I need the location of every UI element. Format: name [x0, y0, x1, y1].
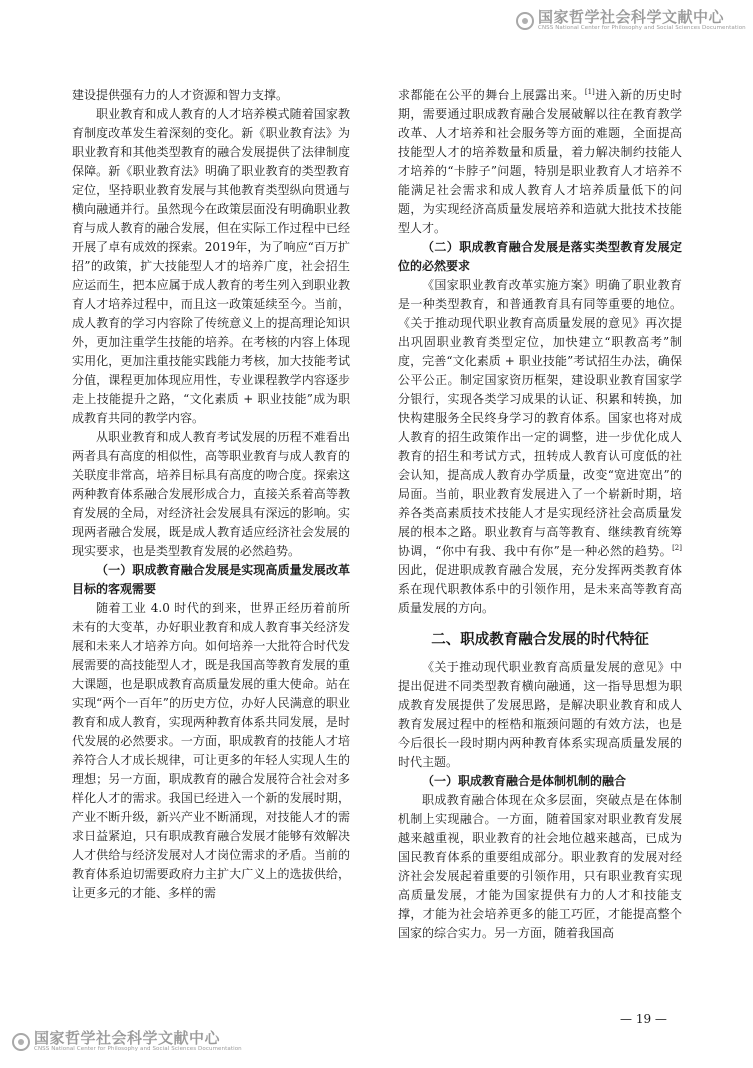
watermark-name: 国家哲学社会科学文献中心 — [34, 1029, 221, 1047]
paragraph: 随着工业 4.0 时代的到来，世界正经历着前所未有的大变革，办好职业教育和成人教育事关经济发展和未来人才培养方向。如何培养一大批符合时代发展需要的高技能型人才，既是我国高等教育发展的重大课题，也是职成教育高质量发展的重大使命。站在实现“两个一百年”的历史方位，办好人民满意的职业教育和成人教育，实现两种教育体系共同发展，是时代发展的必然要求。一方面，职成教育的技能人才培养符合人才成长规律，可让更多的年轻人实现人生的理想；另一方面，职成教育的融合发展符合社会对多样化人才的需求。我国已经进入一个新的发展时期，产业不断升级，新兴产业不断涌现，对技能人才的需求日益紧迫，只有职成教育融合发展才能够有效解决人才供给与经济发展对人才岗位需求的矛盾。当前的教育体系迫切需要政府力主扩大广义上的选拔供给，让更多元的才能、多样的需 — [72, 601, 350, 900]
paragraph: 从职业教育和成人教育考试发展的历程不难看出两者具有高度的相似性，高等职业教育与成人教育的关联度非常高，培养目标具有高度的吻合度。探索这两种教育体系融合发展形成合力，直接关系着高等教育发展的全局，对经济社会发展具有深远的影响。实现两者融合发展，既是成人教育适应经济社会发展的现实要求，也是类型教育发展的必然趋势。 — [72, 430, 350, 558]
watermark-name: 国家哲学社会科学文献中心 — [538, 8, 725, 26]
citation-2: [2] — [672, 544, 682, 552]
page-number: — 19 — — [620, 1012, 667, 1026]
watermark-logo-top — [516, 10, 746, 32]
cnss-logo-icon — [516, 12, 534, 30]
subsection-heading: （一）职成教育融合发展是实现高质量发展改革目标的客观需要 — [72, 563, 350, 596]
cnss-logo-icon — [12, 1033, 30, 1051]
watermark-english: CNSS National Center for Philosophy and Social Sciences Documentation — [34, 1046, 242, 1052]
left-column — [72, 86, 350, 903]
citation-1: [1] — [584, 88, 595, 96]
paragraph: 求都能在公平的舞台上展露出来。[1]进入新的历史时期，需要通过职成教育融合发展破解以往在教育教学改革、人才培养和社会服务等方面的难题，全面提高技能型人才的培养数量和质量，着力解决制约技能人才培养的“卡脖子”问题，特别是职业教育人才培养不能满足社会需求和成人教育人才培养质量低下的问题，为实现经济高质量发展培养和造就大批技术技能型人才。 — [398, 88, 682, 235]
paragraph: 职业教育和成人教育的人才培养模式随着国家教育制度改革发生着深刻的变化。新《职业教育法》为职业教育和其他类型教育的融合发展提供了法律制度保障。新《职业教育法》明确了职业教育的类型教育定位，坚持职业教育发展与其他教育类型纵向贯通与横向融通并行。虽然现今在政策层面没有明确职业教育与成人教育的融合发展，但在实际工作过程中已经开展了卓有成效的探索。2019年，为了响应“百万扩招”的政策，扩大技能型人才的培养广度，社会招生应运而生，把本应属于成人教育的考生列入到职业教育人才培养过程中，而且这一政策延续至今。当前，成人教育的学习内容除了传统意义上的提高理论知识外，更加注重学生技能的培养。在考核的内容上体现实用化，更加注重技能实践能力考核，加大技能考试分值，课程更加体现应用性，专业课程教学内容逐步走上技能提升之路，“文化素质 + 职业技能”成为职成教育共同的教学内容。 — [72, 107, 350, 425]
paragraph: 建设提供强有力的人才资源和智力支撑。 — [72, 88, 289, 102]
right-column — [398, 86, 682, 943]
paragraph: 职成教育融合体现在众多层面，突破点是在体制机制上实现融合。一方面，随着国家对职业教育发展越来越重视，职业教育的社会地位越来越高，已成为国民教育体系的重要组成部分。职业教育的发展对经济社会发展起着重要的引领作用，只有职业教育实现高质量发展，才能为国家提供有力的人才和技能支撑，才能为社会培养更多的能工巧匠，才能提高整个国家的综合实力。另一方面，随着我国高 — [398, 793, 682, 940]
watermark-logo-bottom — [12, 1031, 242, 1053]
watermark-english: CNSS National Center for Philosophy and Social Sciences Documentation — [538, 25, 746, 31]
paragraph: 《国家职业教育改革实施方案》明确了职业教育是一种类型教育，和普通教育具有同等重要的地位。《关于推动现代职业教育高质量发展的意见》再次提出巩固职业教育类型定位，加快建立“职教高考”制度，完善“文化素质 + 职业技能”考试招生办法，确保公平公正。制定国家资历框架，建设职业教育国家学分银行，实现各类学习成果的认证、积累和转换，加快构建服务全民终身学习的教育体系。国家也将对成人教育的招生政策作出一定的调整，进一步优化成人教育的招生和考试方式，扭转成人教育认可度低的社会认知，提高成人教育办学质量，改变“宽进宽出”的局面。当前，职业教育发展进入了一个崭新时期，培养各类高素质技术技能人才是实现经济社会高质量发展的根本之路。职业教育与高等教育、继续教育统筹协调，“你中有我、我中有你”是一种必然的趋势。[2]因此，促进职成教育融合发展，充分发挥两类教育体系在现代职教体系中的引领作用，是未来高等教育高质量发展的方向。 — [398, 278, 682, 615]
paragraph: 《关于推动现代职业教育高质量发展的意见》中提出促进不同类型教育横向融通，这一指导思想为职成教育发展提供了发展思路，是解决职业教育和成人教育发展过程中的桎梏和瓶颈问题的有效方法，也是今后很长一段时期内两种教育体系实现高质量发展的时代主题。 — [398, 660, 682, 769]
subsection-heading: （一）职成教育融合是体制机制的融合 — [422, 774, 627, 788]
subsection-heading: （二）职成教育融合发展是落实类型教育发展定位的必然要求 — [398, 240, 682, 273]
section-heading: 二、职成教育融合发展的时代特征 — [431, 631, 649, 648]
